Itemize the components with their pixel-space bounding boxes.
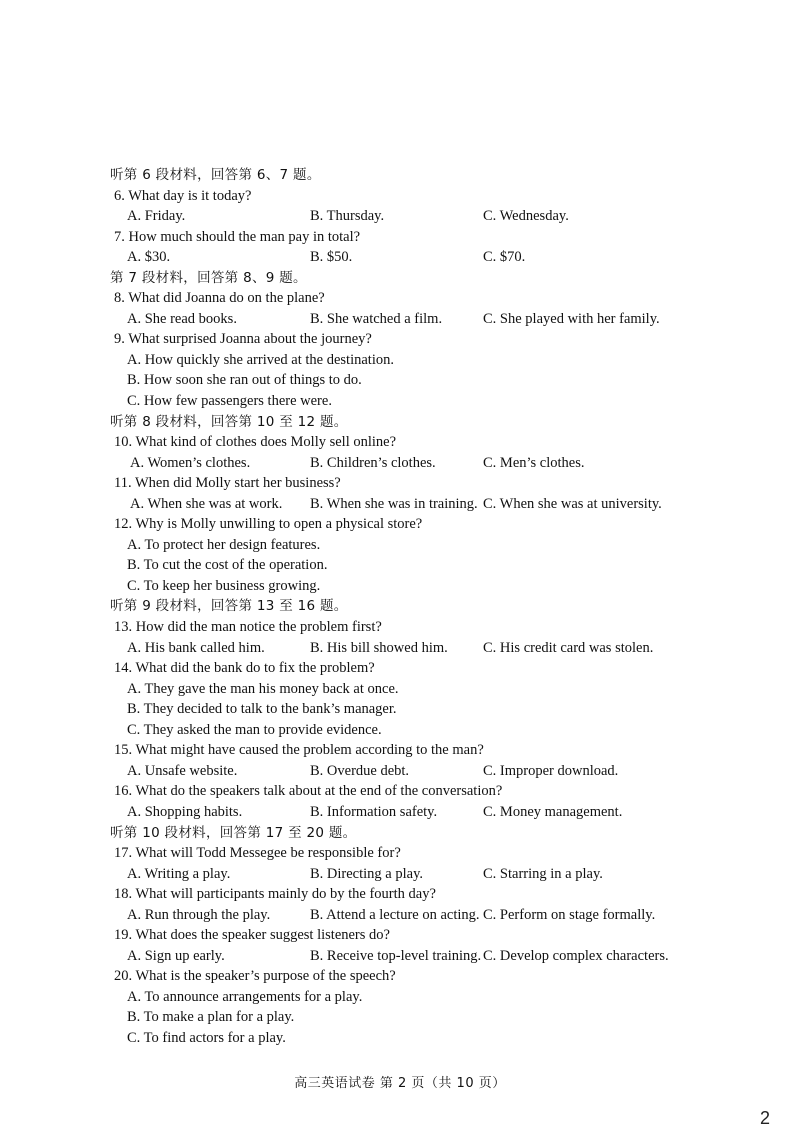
question-14-option-a: A. They gave the man his money back at once. xyxy=(127,680,399,697)
question-20-option-b: B. To make a plan for a play. xyxy=(127,1009,295,1026)
option-c: C. When she was at university. xyxy=(483,495,662,512)
question-9-stem: 9. What surprised Joanna about the journey? xyxy=(114,331,372,348)
option-c: C. Money management. xyxy=(483,803,623,820)
option-c: C. Perform on stage formally. xyxy=(483,906,656,923)
question-18-options xyxy=(110,905,710,926)
section-heading-10: 听第 10 段材料，回答第 17 至 20 题。 xyxy=(110,824,357,841)
option-b: B. She watched a film. xyxy=(310,310,443,327)
option-c: C. Men’s clothes. xyxy=(483,454,585,471)
question-9-option-a: A. How quickly she arrived at the destination. xyxy=(127,351,394,368)
option-a: A. His bank called him. xyxy=(127,639,265,656)
question-13-stem: 13. How did the man notice the problem first? xyxy=(114,619,382,636)
question-14-option-b: B. They decided to talk to the bank’s manager. xyxy=(127,701,397,718)
option-b: B. Receive top-level training. xyxy=(310,947,482,964)
question-8-options xyxy=(110,309,710,330)
option-a: A. Women’s clothes. xyxy=(130,454,251,471)
question-8-stem: 8. What did Joanna do on the plane? xyxy=(114,290,325,307)
question-15-options xyxy=(110,761,710,782)
question-19-options xyxy=(110,946,710,967)
question-14-option-c: C. They asked the man to provide evidence. xyxy=(127,721,382,738)
question-20-option-a: A. To announce arrangements for a play. xyxy=(127,988,363,1005)
section-heading-6: 听第 6 段材料，回答第 6、7 题。 xyxy=(110,167,321,183)
option-a: A. When she was at work. xyxy=(130,495,283,512)
question-16-stem: 16. What do the speakers talk about at the end of the conversation? xyxy=(114,783,503,800)
option-c: C. Starring in a play. xyxy=(483,865,603,882)
question-11-options xyxy=(110,494,710,515)
option-a: A. $30. xyxy=(127,249,171,266)
option-b: B. When she was in training. xyxy=(310,495,478,512)
option-a: A. Unsafe website. xyxy=(127,762,238,779)
question-19-stem: 19. What does the speaker suggest listeners do? xyxy=(114,927,390,944)
section-heading-8: 听第 8 段材料，回答第 10 至 12 题。 xyxy=(110,413,348,430)
listening-section xyxy=(110,165,710,1049)
option-a: A. Writing a play. xyxy=(127,865,231,882)
option-b: B. Thursday. xyxy=(310,208,385,225)
option-a: A. Run through the play. xyxy=(127,906,271,923)
question-18-stem: 18. What will participants mainly do by the fourth day? xyxy=(114,886,436,903)
question-17-stem: 17. What will Todd Messegee be responsible for? xyxy=(114,845,401,862)
option-c: C. His credit card was stolen. xyxy=(483,639,654,656)
option-a: A. Shopping habits. xyxy=(127,803,243,820)
question-12-option-c: C. To keep her business growing. xyxy=(127,577,321,594)
question-17-options xyxy=(110,864,710,885)
option-b: B. His bill showed him. xyxy=(310,639,448,656)
question-6-options xyxy=(110,206,710,227)
question-12-option-b: B. To cut the cost of the operation. xyxy=(127,557,328,574)
option-b: B. Attend a lecture on acting. xyxy=(310,906,480,923)
option-c: C. Develop complex characters. xyxy=(483,947,669,964)
option-c: C. Wednesday. xyxy=(483,208,569,225)
option-c: C. $70. xyxy=(483,249,526,266)
question-14-stem: 14. What did the bank do to fix the problem? xyxy=(114,660,375,677)
question-13-options xyxy=(110,638,710,659)
option-b: B. Directing a play. xyxy=(310,865,424,882)
page-footer: 高三英语试卷 第 2 页（共 10 页） xyxy=(294,1076,506,1091)
option-b: B. Information safety. xyxy=(310,803,438,820)
option-c: C. She played with her family. xyxy=(483,310,660,327)
question-6-stem: 6. What day is it today? xyxy=(114,187,252,204)
question-12-stem: 12. Why is Molly unwilling to open a physical store? xyxy=(114,516,423,533)
section-heading-7: 第 7 段材料，回答第 8、9 题。 xyxy=(110,269,307,286)
question-9-option-c: C. How few passengers there were. xyxy=(127,393,332,410)
option-b: B. Overdue debt. xyxy=(310,762,410,779)
question-16-options xyxy=(110,802,710,823)
question-20-stem: 20. What is the speaker’s purpose of the speech? xyxy=(114,968,396,985)
option-a: A. Sign up early. xyxy=(127,947,225,964)
option-c: C. Improper download. xyxy=(483,762,619,779)
option-a: A. Friday. xyxy=(127,208,186,225)
question-7-stem: 7. How much should the man pay in total? xyxy=(114,228,361,245)
section-heading-9: 听第 9 段材料，回答第 13 至 16 题。 xyxy=(110,598,348,615)
question-15-stem: 15. What might have caused the problem according to the man? xyxy=(114,742,484,759)
question-7-options xyxy=(110,247,710,268)
question-11-stem: 11. When did Molly start her business? xyxy=(114,475,341,492)
question-12-option-a: A. To protect her design features. xyxy=(127,536,321,553)
option-a: A. She read books. xyxy=(127,310,237,327)
question-10-stem: 10. What kind of clothes does Molly sell online? xyxy=(114,434,397,451)
question-20-option-c: C. To find actors for a play. xyxy=(127,1029,286,1046)
question-9-option-b: B. How soon she ran out of things to do. xyxy=(127,372,362,389)
page-number: 2 xyxy=(759,1108,770,1128)
option-b: B. Children’s clothes. xyxy=(310,454,436,471)
option-b: B. $50. xyxy=(310,249,353,266)
question-10-options xyxy=(110,453,710,474)
